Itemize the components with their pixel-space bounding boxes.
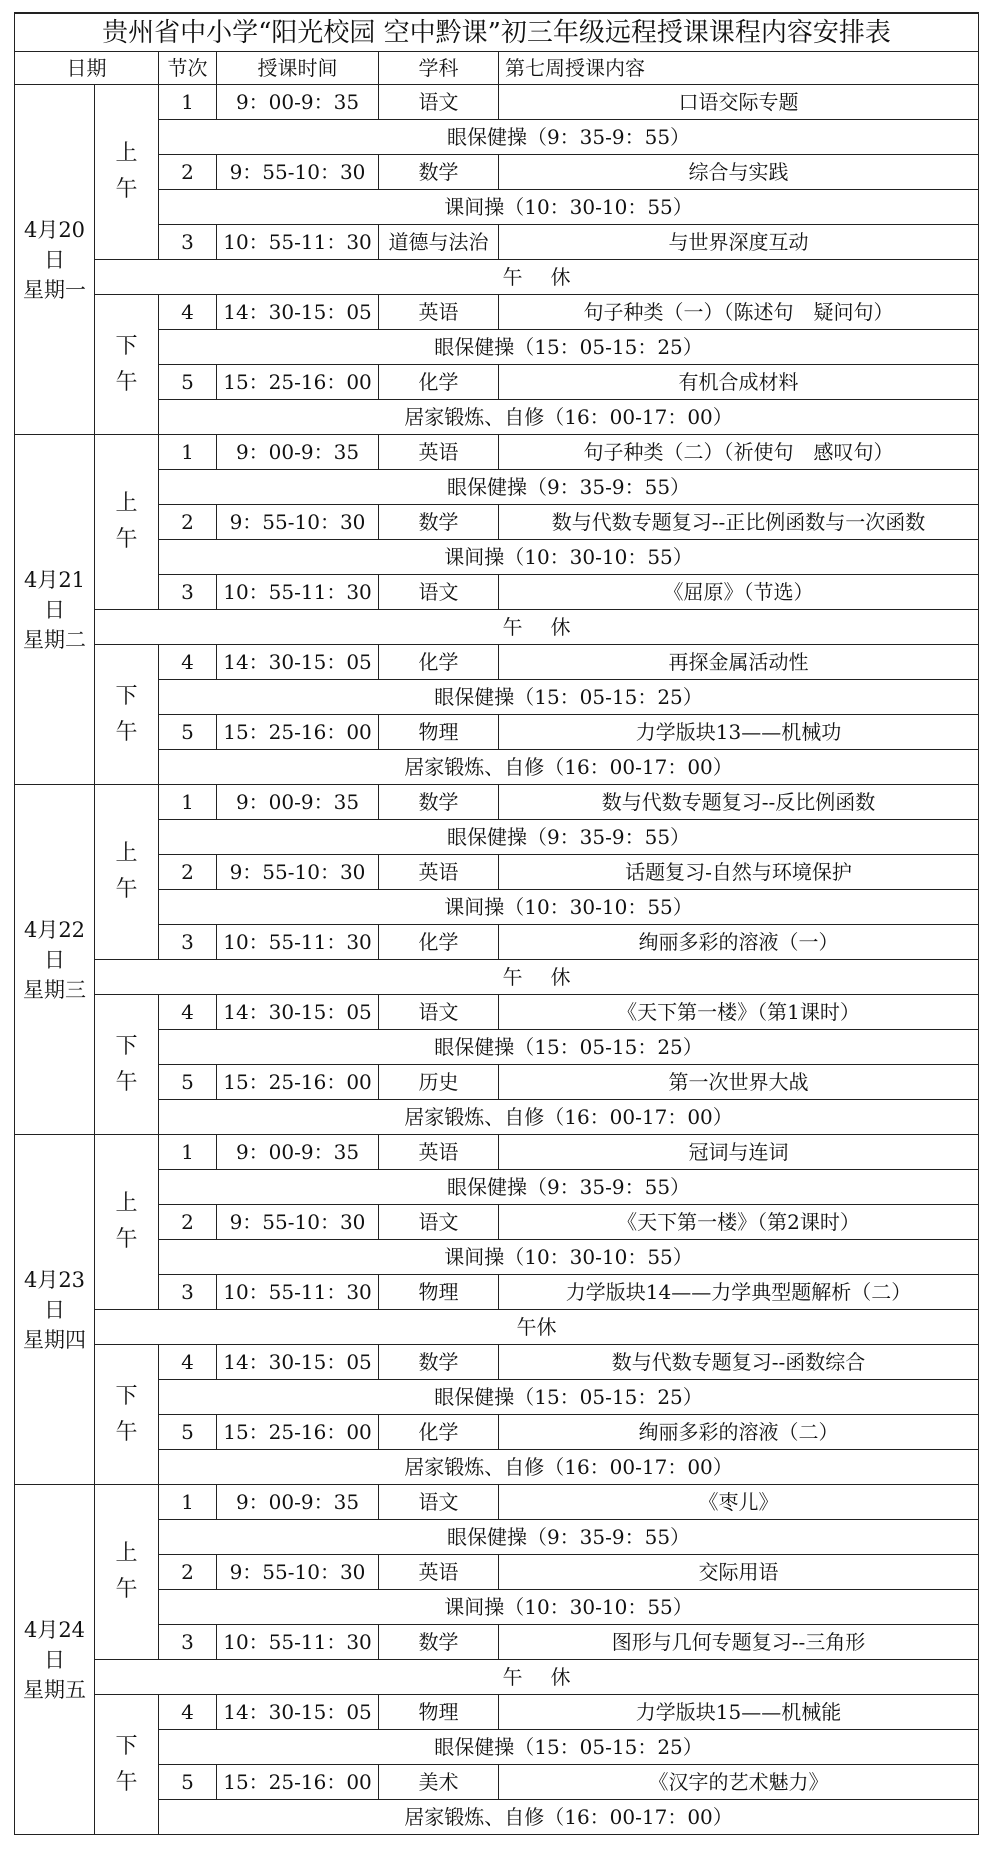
afternoon-label-top: 下 bbox=[115, 333, 138, 359]
date-cell bbox=[15, 1485, 95, 1835]
subject-cell: 数学 bbox=[379, 505, 499, 540]
schedule-row bbox=[15, 330, 979, 365]
time-cell: 9：00-9：35 bbox=[217, 85, 379, 120]
noon-label-b: 休 bbox=[550, 265, 571, 289]
period-cell: 4 bbox=[159, 645, 217, 680]
subject-cell: 化学 bbox=[379, 645, 499, 680]
content-cell: 句子种类（二）（祈使句 感叹句） bbox=[499, 435, 979, 470]
date-weekday: 星期一 bbox=[23, 277, 86, 302]
time-cell: 15：25-16：00 bbox=[217, 1415, 379, 1450]
time-cell: 14：30-15：05 bbox=[217, 995, 379, 1030]
content-cell: 话题复习-自然与环境保护 bbox=[499, 855, 979, 890]
date-day-suffix: 日 bbox=[44, 947, 65, 972]
activity-cell: 课间操（10：30-10：55） bbox=[159, 1240, 979, 1275]
time-cell: 9：55-10：30 bbox=[217, 155, 379, 190]
activity-cell: 眼保健操（15：05-15：25） bbox=[159, 330, 979, 365]
content-cell: 《天下第一楼》（第2课时） bbox=[499, 1205, 979, 1240]
schedule-row bbox=[15, 295, 979, 330]
afternoon-label-bottom: 午 bbox=[115, 369, 138, 395]
subject-cell: 语文 bbox=[379, 85, 499, 120]
activity-cell: 居家锻炼、自修（16：00-17：00） bbox=[159, 1450, 979, 1485]
schedule-row bbox=[15, 680, 979, 715]
header-date: 日期 bbox=[15, 52, 159, 85]
schedule-sheet bbox=[14, 12, 978, 1835]
content-cell: 力学版块14——力学典型题解析（二） bbox=[499, 1275, 979, 1310]
content-cell: 口语交际专题 bbox=[499, 85, 979, 120]
activity-cell: 课间操（10：30-10：55） bbox=[159, 190, 979, 225]
schedule-row bbox=[15, 1380, 979, 1415]
subject-cell: 化学 bbox=[379, 925, 499, 960]
noon-label-b: 休 bbox=[550, 965, 571, 989]
schedule-row bbox=[15, 610, 979, 645]
noon-label-a: 午休 bbox=[516, 1315, 557, 1339]
content-cell: 数与代数专题复习--函数综合 bbox=[499, 1345, 979, 1380]
date-weekday: 星期四 bbox=[23, 1327, 86, 1352]
schedule-row bbox=[15, 1625, 979, 1660]
period-cell: 3 bbox=[159, 1275, 217, 1310]
schedule-row bbox=[15, 715, 979, 750]
period-cell: 3 bbox=[159, 1625, 217, 1660]
afternoon-label-top: 下 bbox=[115, 1033, 138, 1059]
content-cell: 有机合成材料 bbox=[499, 365, 979, 400]
schedule-row bbox=[15, 1065, 979, 1100]
content-cell: 交际用语 bbox=[499, 1555, 979, 1590]
morning-label bbox=[95, 435, 159, 610]
schedule-row bbox=[15, 435, 979, 470]
subject-cell: 语文 bbox=[379, 1205, 499, 1240]
date-month-day: 4月21 bbox=[23, 567, 86, 592]
time-cell: 9：00-9：35 bbox=[217, 785, 379, 820]
morning-label-bottom: 午 bbox=[115, 877, 138, 902]
schedule-row bbox=[15, 400, 979, 435]
activity-cell: 眼保健操（15：05-15：25） bbox=[159, 1730, 979, 1765]
period-cell: 1 bbox=[159, 85, 217, 120]
content-cell: 力学版块13——机械功 bbox=[499, 715, 979, 750]
period-cell: 2 bbox=[159, 1205, 217, 1240]
date-month-day: 4月24 bbox=[23, 1617, 86, 1642]
subject-cell: 美术 bbox=[379, 1765, 499, 1800]
subject-cell: 英语 bbox=[379, 295, 499, 330]
subject-cell: 物理 bbox=[379, 715, 499, 750]
date-day-suffix: 日 bbox=[44, 247, 65, 272]
morning-label-top: 上 bbox=[115, 141, 138, 166]
content-cell: 《屈原》（节选） bbox=[499, 575, 979, 610]
date-weekday: 星期五 bbox=[23, 1677, 86, 1702]
afternoon-label-top: 下 bbox=[115, 683, 138, 709]
time-cell: 10：55-11：30 bbox=[217, 1625, 379, 1660]
subject-cell: 数学 bbox=[379, 785, 499, 820]
afternoon-label-top: 下 bbox=[115, 1383, 138, 1409]
noon-break-cell bbox=[95, 610, 979, 645]
afternoon-label-bottom: 午 bbox=[115, 1419, 138, 1445]
schedule-row bbox=[15, 190, 979, 225]
time-cell: 15：25-16：00 bbox=[217, 715, 379, 750]
activity-cell: 课间操（10：30-10：55） bbox=[159, 540, 979, 575]
period-cell: 5 bbox=[159, 1765, 217, 1800]
morning-label-bottom: 午 bbox=[115, 527, 138, 552]
schedule-row bbox=[15, 155, 979, 190]
content-cell: 句子种类（一）（陈述句 疑问句） bbox=[499, 295, 979, 330]
time-cell: 9：00-9：35 bbox=[217, 1485, 379, 1520]
table-title: 贵州省中小学“阳光校园 空中黔课”初三年级远程授课课程内容安排表 bbox=[15, 13, 979, 52]
activity-cell: 眼保健操（15：05-15：25） bbox=[159, 1030, 979, 1065]
period-cell: 5 bbox=[159, 715, 217, 750]
time-cell: 14：30-15：05 bbox=[217, 645, 379, 680]
schedule-row bbox=[15, 750, 979, 785]
activity-cell: 居家锻炼、自修（16：00-17：00） bbox=[159, 1800, 979, 1835]
date-weekday: 星期二 bbox=[23, 627, 86, 652]
schedule-row bbox=[15, 1485, 979, 1520]
period-cell: 1 bbox=[159, 1135, 217, 1170]
time-cell: 15：25-16：00 bbox=[217, 365, 379, 400]
schedule-row bbox=[15, 260, 979, 295]
activity-cell: 居家锻炼、自修（16：00-17：00） bbox=[159, 750, 979, 785]
period-cell: 5 bbox=[159, 365, 217, 400]
noon-label-b: 休 bbox=[550, 1665, 571, 1689]
time-cell: 10：55-11：30 bbox=[217, 575, 379, 610]
period-cell: 3 bbox=[159, 575, 217, 610]
schedule-row bbox=[15, 575, 979, 610]
afternoon-label bbox=[95, 1695, 159, 1835]
morning-label bbox=[95, 85, 159, 260]
schedule-row bbox=[15, 1240, 979, 1275]
date-month-day: 4月22 bbox=[23, 917, 86, 942]
schedule-row bbox=[15, 85, 979, 120]
schedule-row bbox=[15, 820, 979, 855]
time-cell: 14：30-15：05 bbox=[217, 1695, 379, 1730]
time-cell: 14：30-15：05 bbox=[217, 295, 379, 330]
morning-label-top: 上 bbox=[115, 841, 138, 866]
noon-label-b: 休 bbox=[550, 615, 571, 639]
subject-cell: 数学 bbox=[379, 1345, 499, 1380]
schedule-row bbox=[15, 1450, 979, 1485]
activity-cell: 课间操（10：30-10：55） bbox=[159, 890, 979, 925]
morning-label-bottom: 午 bbox=[115, 1227, 138, 1252]
time-cell: 9：00-9：35 bbox=[217, 1135, 379, 1170]
content-cell: 力学版块15——机械能 bbox=[499, 1695, 979, 1730]
schedule-row bbox=[15, 1345, 979, 1380]
schedule-row bbox=[15, 1590, 979, 1625]
content-cell: 综合与实践 bbox=[499, 155, 979, 190]
noon-break-cell bbox=[95, 960, 979, 995]
afternoon-label bbox=[95, 995, 159, 1135]
period-cell: 1 bbox=[159, 785, 217, 820]
time-cell: 9：55-10：30 bbox=[217, 505, 379, 540]
schedule-row bbox=[15, 1135, 979, 1170]
subject-cell: 物理 bbox=[379, 1275, 499, 1310]
schedule-row bbox=[15, 540, 979, 575]
schedule-row bbox=[15, 960, 979, 995]
content-cell: 绚丽多彩的溶液（一） bbox=[499, 925, 979, 960]
subject-cell: 英语 bbox=[379, 855, 499, 890]
subject-cell: 英语 bbox=[379, 1135, 499, 1170]
afternoon-label-bottom: 午 bbox=[115, 1769, 138, 1795]
noon-break-cell bbox=[95, 1310, 979, 1345]
activity-cell: 眼保健操（9：35-9：55） bbox=[159, 120, 979, 155]
afternoon-label bbox=[95, 1345, 159, 1485]
activity-cell: 眼保健操（15：05-15：25） bbox=[159, 680, 979, 715]
date-cell bbox=[15, 785, 95, 1135]
header-time: 授课时间 bbox=[217, 52, 379, 85]
morning-label-top: 上 bbox=[115, 1191, 138, 1216]
noon-label-a: 午 bbox=[502, 615, 523, 639]
header-subject: 学科 bbox=[379, 52, 499, 85]
date-weekday: 星期三 bbox=[23, 977, 86, 1002]
activity-cell: 眼保健操（9：35-9：55） bbox=[159, 470, 979, 505]
afternoon-label-bottom: 午 bbox=[115, 1069, 138, 1095]
subject-cell: 道德与法治 bbox=[379, 225, 499, 260]
subject-cell: 数学 bbox=[379, 1625, 499, 1660]
subject-cell: 化学 bbox=[379, 365, 499, 400]
date-day-suffix: 日 bbox=[44, 1647, 65, 1672]
period-cell: 4 bbox=[159, 1345, 217, 1380]
time-cell: 10：55-11：30 bbox=[217, 1275, 379, 1310]
schedule-row bbox=[15, 995, 979, 1030]
activity-cell: 课间操（10：30-10：55） bbox=[159, 1590, 979, 1625]
schedule-row bbox=[15, 890, 979, 925]
content-cell: 与世界深度互动 bbox=[499, 225, 979, 260]
date-day-suffix: 日 bbox=[44, 1297, 65, 1322]
time-cell: 14：30-15：05 bbox=[217, 1345, 379, 1380]
schedule-row bbox=[15, 645, 979, 680]
noon-label-a: 午 bbox=[502, 965, 523, 989]
schedule-row bbox=[15, 1205, 979, 1240]
morning-label-bottom: 午 bbox=[115, 1577, 138, 1602]
schedule-row bbox=[15, 120, 979, 155]
activity-cell: 居家锻炼、自修（16：00-17：00） bbox=[159, 400, 979, 435]
date-month-day: 4月20 bbox=[23, 217, 86, 242]
schedule-row bbox=[15, 470, 979, 505]
schedule-row bbox=[15, 855, 979, 890]
activity-cell: 眼保健操（9：35-9：55） bbox=[159, 820, 979, 855]
period-cell: 2 bbox=[159, 505, 217, 540]
schedule-row bbox=[15, 225, 979, 260]
schedule-row bbox=[15, 1030, 979, 1065]
date-cell bbox=[15, 1135, 95, 1485]
content-cell: 图形与几何专题复习--三角形 bbox=[499, 1625, 979, 1660]
subject-cell: 语文 bbox=[379, 575, 499, 610]
schedule-row bbox=[15, 1730, 979, 1765]
period-cell: 5 bbox=[159, 1065, 217, 1100]
afternoon-label-bottom: 午 bbox=[115, 719, 138, 745]
time-cell: 10：55-11：30 bbox=[217, 225, 379, 260]
date-day-suffix: 日 bbox=[44, 597, 65, 622]
schedule-row bbox=[15, 365, 979, 400]
afternoon-label-top: 下 bbox=[115, 1733, 138, 1759]
period-cell: 4 bbox=[159, 995, 217, 1030]
content-cell: 《天下第一楼》（第1课时） bbox=[499, 995, 979, 1030]
schedule-table bbox=[14, 12, 979, 1835]
time-cell: 9：00-9：35 bbox=[217, 435, 379, 470]
time-cell: 15：25-16：00 bbox=[217, 1765, 379, 1800]
noon-break-cell bbox=[95, 1660, 979, 1695]
period-cell: 2 bbox=[159, 155, 217, 190]
time-cell: 15：25-16：00 bbox=[217, 1065, 379, 1100]
period-cell: 4 bbox=[159, 295, 217, 330]
morning-label-top: 上 bbox=[115, 491, 138, 516]
content-cell: 冠词与连词 bbox=[499, 1135, 979, 1170]
subject-cell: 英语 bbox=[379, 435, 499, 470]
date-cell bbox=[15, 85, 95, 435]
activity-cell: 居家锻炼、自修（16：00-17：00） bbox=[159, 1100, 979, 1135]
morning-label bbox=[95, 1135, 159, 1310]
time-cell: 9：55-10：30 bbox=[217, 855, 379, 890]
period-cell: 3 bbox=[159, 225, 217, 260]
content-cell: 数与代数专题复习--反比例函数 bbox=[499, 785, 979, 820]
morning-label-bottom: 午 bbox=[115, 177, 138, 202]
schedule-row bbox=[15, 1415, 979, 1450]
activity-cell: 眼保健操（15：05-15：25） bbox=[159, 1380, 979, 1415]
time-cell: 10：55-11：30 bbox=[217, 925, 379, 960]
subject-cell: 英语 bbox=[379, 1555, 499, 1590]
schedule-row bbox=[15, 1310, 979, 1345]
content-cell: 数与代数专题复习--正比例函数与一次函数 bbox=[499, 505, 979, 540]
subject-cell: 数学 bbox=[379, 155, 499, 190]
activity-cell: 眼保健操（9：35-9：55） bbox=[159, 1170, 979, 1205]
period-cell: 4 bbox=[159, 1695, 217, 1730]
date-cell bbox=[15, 435, 95, 785]
subject-cell: 语文 bbox=[379, 995, 499, 1030]
header-period: 节次 bbox=[159, 52, 217, 85]
content-cell: 绚丽多彩的溶液（二） bbox=[499, 1415, 979, 1450]
morning-label bbox=[95, 1485, 159, 1660]
content-cell: 第一次世界大战 bbox=[499, 1065, 979, 1100]
schedule-row bbox=[15, 785, 979, 820]
schedule-row bbox=[15, 1660, 979, 1695]
schedule-row bbox=[15, 1555, 979, 1590]
period-cell: 2 bbox=[159, 1555, 217, 1590]
noon-label-a: 午 bbox=[502, 1665, 523, 1689]
schedule-row bbox=[15, 1695, 979, 1730]
activity-cell: 眼保健操（9：35-9：55） bbox=[159, 1520, 979, 1555]
content-cell: 再探金属活动性 bbox=[499, 645, 979, 680]
period-cell: 3 bbox=[159, 925, 217, 960]
period-cell: 2 bbox=[159, 855, 217, 890]
schedule-row bbox=[15, 925, 979, 960]
schedule-row bbox=[15, 1765, 979, 1800]
subject-cell: 语文 bbox=[379, 1485, 499, 1520]
date-month-day: 4月23 bbox=[23, 1267, 86, 1292]
subject-cell: 物理 bbox=[379, 1695, 499, 1730]
period-cell: 1 bbox=[159, 435, 217, 470]
morning-label bbox=[95, 785, 159, 960]
schedule-row bbox=[15, 1520, 979, 1555]
afternoon-label bbox=[95, 645, 159, 785]
schedule-row bbox=[15, 1275, 979, 1310]
period-cell: 5 bbox=[159, 1415, 217, 1450]
subject-cell: 历史 bbox=[379, 1065, 499, 1100]
subject-cell: 化学 bbox=[379, 1415, 499, 1450]
time-cell: 9：55-10：30 bbox=[217, 1205, 379, 1240]
schedule-row bbox=[15, 505, 979, 540]
noon-label-a: 午 bbox=[502, 265, 523, 289]
morning-label-top: 上 bbox=[115, 1541, 138, 1566]
content-cell: 《汉字的艺术魅力》 bbox=[499, 1765, 979, 1800]
schedule-row bbox=[15, 1800, 979, 1835]
schedule-row bbox=[15, 1170, 979, 1205]
schedule-row bbox=[15, 1100, 979, 1135]
time-cell: 9：55-10：30 bbox=[217, 1555, 379, 1590]
noon-break-cell bbox=[95, 260, 979, 295]
period-cell: 1 bbox=[159, 1485, 217, 1520]
header-content: 第七周授课内容 bbox=[499, 52, 979, 85]
afternoon-label bbox=[95, 295, 159, 435]
content-cell: 《枣儿》 bbox=[499, 1485, 979, 1520]
